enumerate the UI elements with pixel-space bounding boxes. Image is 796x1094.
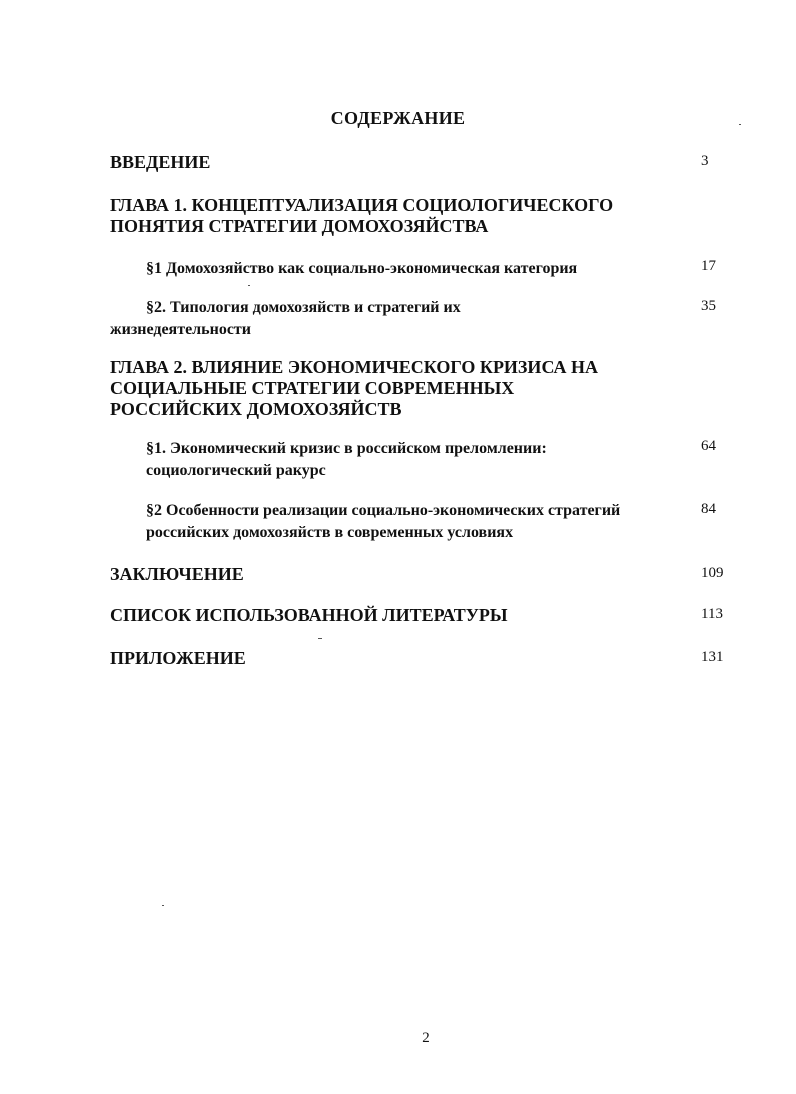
scan-speck [318, 638, 322, 639]
toc-entry-ch1-section-1: §1 Домохозяйство как социально-экономическая категория [146, 260, 578, 277]
toc-heading: СОДЕРЖАНИЕ [330, 108, 466, 128]
scan-speck [162, 905, 164, 906]
toc-page-bibliography: 113 [701, 606, 723, 622]
toc-entry-ch2-section-1: §1. Экономический кризис в российском преломлении: социологический ракурс [146, 440, 547, 479]
page-number: 2 [422, 1030, 430, 1046]
toc-entry-chapter-1: ГЛАВА 1. КОНЦЕПТУАЛИЗАЦИЯ СОЦИОЛОГИЧЕСКОГО ПОНЯТИЯ СТРАТЕГИИ ДОМОХОЗЯЙСТВА [110, 195, 614, 236]
toc-entry-appendix: ПРИЛОЖЕНИЕ [110, 648, 246, 668]
toc-entry-ch1-section-2: §2. Типология домохозяйств и стратегий их жизнедеятельности [110, 299, 461, 338]
toc-page-ch2-section-2: 84 [701, 501, 716, 517]
toc-entry-ch2-section-2: §2 Особенности реализации социально-экономических стратегий российских домохозяйств в современных условиях [146, 502, 621, 541]
toc-page-introduction: 3 [701, 153, 709, 169]
toc-page-ch1-section-2: 35 [701, 298, 716, 314]
toc-entry-introduction: ВВЕДЕНИЕ [110, 152, 211, 172]
toc-page-ch1-section-1: 17 [701, 258, 716, 274]
toc-page-ch2-section-1: 64 [701, 438, 716, 454]
toc-entry-bibliography: СПИСОК ИСПОЛЬЗОВАННОЙ ЛИТЕРАТУРЫ [110, 605, 508, 625]
toc-page-appendix: 131 [701, 649, 724, 665]
scan-speck [739, 124, 741, 125]
toc-entry-conclusion: ЗАКЛЮЧЕНИЕ [110, 564, 244, 584]
scan-speck [248, 285, 250, 286]
toc-entry-chapter-2: ГЛАВА 2. ВЛИЯНИЕ ЭКОНОМИЧЕСКОГО КРИЗИСА НА СОЦИАЛЬНЫЕ СТРАТЕГИИ СОВРЕМЕННЫХ РОССИЙСКИХ ДОМОХОЗЯЙСТВ [110, 357, 599, 419]
toc-page-conclusion: 109 [701, 565, 724, 581]
